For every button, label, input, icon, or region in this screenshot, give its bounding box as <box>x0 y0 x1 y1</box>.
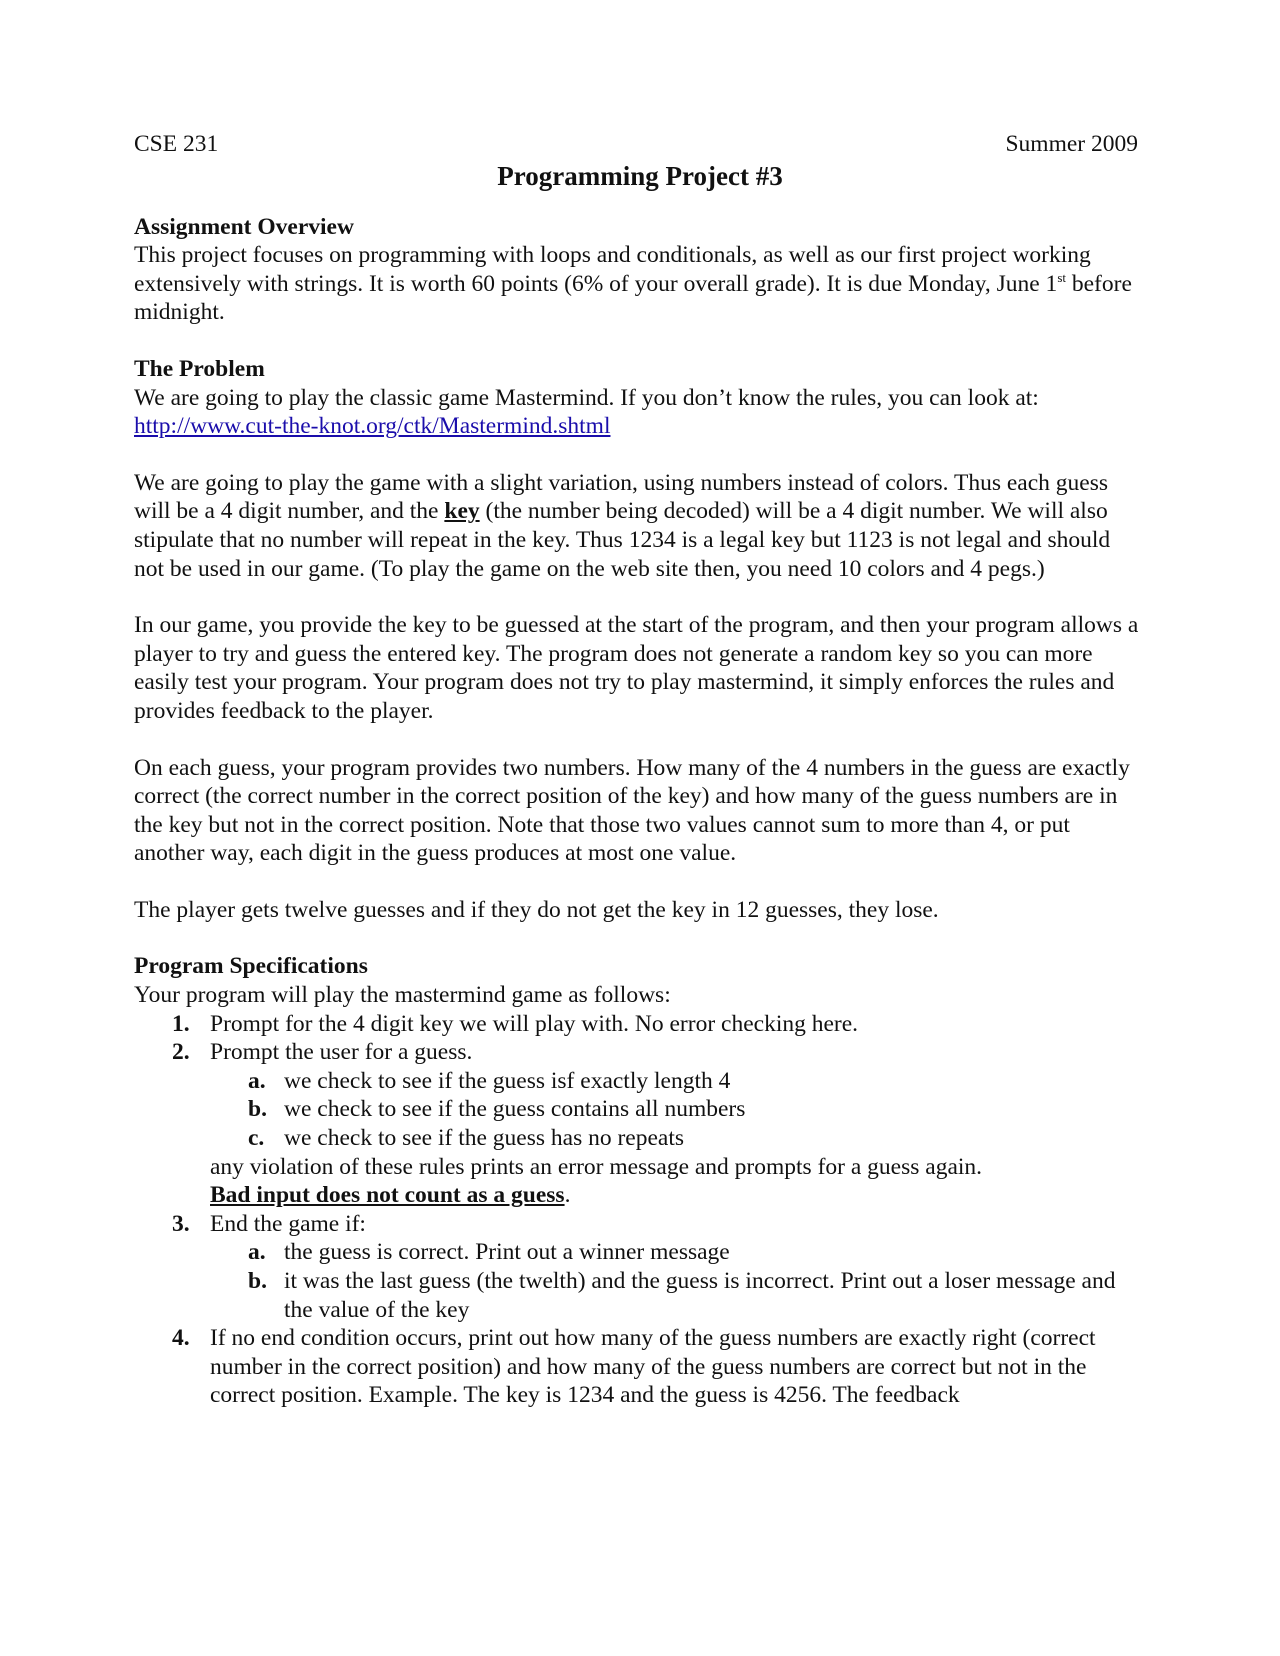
violation-note: any violation of these rules prints an error message and prompts for a guess again. <box>210 1153 983 1180</box>
list-item: 3. End the game if: a. the guess is correct. Print out a winner message b. it was the last guess (the twelth) and the guess is incorrect. Print out a loser message and the value of the key <box>134 1210 1146 1324</box>
page-title: Programming Project #3 <box>497 161 783 191</box>
sub-list-item: b. we check to see if the guess contains all numbers <box>248 1096 746 1123</box>
specs-list <box>134 1010 1146 1410</box>
problem-paragraph-3: In our game, you provide the key to be guessed at the start of the program, and then your program allows a player to try and guess the entered key. The program does not generate a random key so you can more easily test your program. Your program does not try to play mastermind, it simply enforces the rules and provides feedback to the player. <box>134 612 1139 724</box>
list-item: 4. If no end condition occurs, print out how many of the guess numbers are exactly right (correct number in the correct position) and how many of the guess numbers are correct but not in the correct position. Example. The key is 1234 and the guess is 4256. The feedback <box>172 1325 1096 1409</box>
superscript-st: st <box>1057 269 1066 285</box>
sub-list-item: b. it was the last guess (the twelth) and the guess is incorrect. Print out a loser message and the value of the key <box>248 1268 1116 1323</box>
term: Summer 2009 <box>1005 131 1138 157</box>
problem-intro: We are going to play the classic game Mastermind. If you don’t know the rules, you can look at: <box>134 384 1039 411</box>
sub-list <box>210 1067 1146 1153</box>
specs-intro: Your program will play the mastermind game as follows: <box>134 982 671 1009</box>
sub-list-item: a. we check to see if the guess isf exactly length 4 <box>248 1067 731 1094</box>
bad-input-note: Bad input does not count as a guess. <box>210 1182 571 1209</box>
problem-paragraph-2: We are going to play the game with a slight variation, using numbers instead of colors. Thus each guess will be a 4 digit number, and the key (the number being decoded) will be a 4 digit number. We will also stipulate that no number will repeat in the key. Thus 1234 is a legal key but 1123 is not legal and should not be used in our game. (To play the game on the web site then, you need 10 colors and 4 pegs.) <box>134 469 1111 582</box>
list-item: 2. Prompt the user for a guess. a. we check to see if the guess isf exactly length 4 b. we check to see if the guess contains all numbers c. we check to see if the guess has no repeats any violation of these rules prints an error message and prompts for a guess again. Bad input does not count as a guess. <box>134 1038 1146 1210</box>
problem-heading: The Problem <box>134 355 265 382</box>
problem-paragraph-4: On each guess, your program provides two numbers. How many of the 4 numbers in the guess are exactly correct (the correct number in the correct position of the key) and how many of the guess numbers are in the key but not in the correct position. Note that those two values cannot sum to more than 4, or put another way, each digit in the guess produces at most one value. <box>134 754 1130 867</box>
key-term: key <box>444 498 480 525</box>
specs-heading: Program Specifications <box>134 953 368 980</box>
overview-heading: Assignment Overview <box>134 213 354 240</box>
problem-paragraph-5: The player gets twelve guesses and if they do not get the key in 12 guesses, they lose. <box>134 896 939 923</box>
mastermind-link[interactable]: http://www.cut-the-knot.org/ctk/Mastermind.shtml <box>134 413 611 440</box>
sub-list-item: a. the guess is correct. Print out a winner message <box>248 1239 730 1266</box>
sub-list-item: c. we check to see if the guess has no repeats <box>248 1125 685 1152</box>
overview-paragraph: This project focuses on programming with loops and conditionals, as well as our first project working extensively with strings. It is worth 60 points (6% of your overall grade). It is due Monday, June 1st before midnight. <box>134 242 1132 326</box>
sub-list <box>210 1238 1146 1324</box>
course-code: CSE 231 <box>134 131 219 157</box>
document-page <box>134 130 1146 1410</box>
list-item: 1. Prompt for the 4 digit key we will play with. No error checking here. <box>172 1010 859 1037</box>
document-header <box>134 130 1146 158</box>
